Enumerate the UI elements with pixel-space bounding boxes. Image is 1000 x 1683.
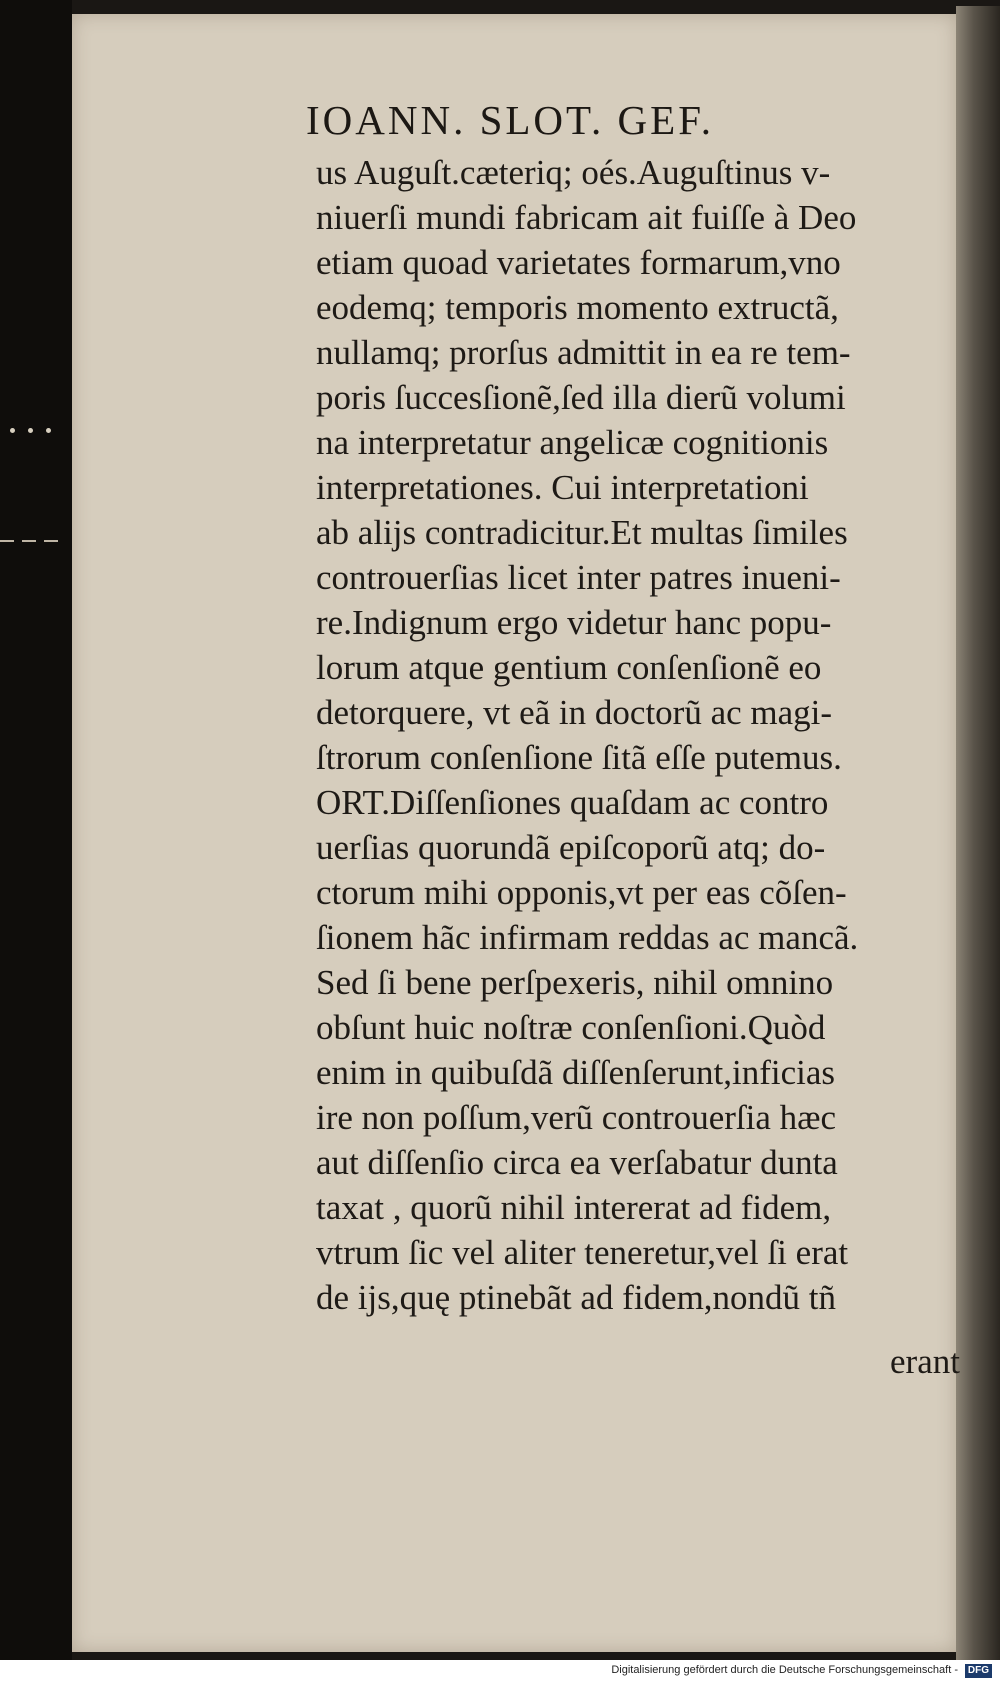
text-line: us Auguſt.cæteriq; oés.Auguſtinus v- — [316, 153, 831, 192]
text-line: poris ſuccesſionẽ,ſed illa dierũ volumi — [316, 378, 846, 417]
text-line: ire non poſſum,verũ controuerſia hæc — [316, 1098, 836, 1137]
book-left-edge — [0, 0, 72, 1660]
text-line: re.Indignum ergo videtur hanc popu- — [316, 603, 832, 642]
text-line: obſunt huic noſtræ conſenſioni.Quòd — [316, 1008, 826, 1047]
page-right-edge — [956, 6, 1000, 1660]
text-line: ſtrorum conſenſione ſitã eſſe putemus. — [316, 738, 842, 777]
edge-dash — [0, 540, 66, 542]
text-line: controuerſias licet inter patres inueni- — [316, 558, 841, 597]
text-line: ſionem hãc infirmam reddas ac mancã. — [316, 918, 859, 957]
edge-dot — [28, 428, 33, 433]
edge-dot — [46, 428, 51, 433]
text-line: vtrum ſic vel aliter teneretur,vel ſi erat — [316, 1233, 849, 1272]
text-line: de ijs,quę ptinebãt ad fidem,nondũ tñ — [316, 1278, 837, 1317]
text-line: ORT.Diſſenſiones quaſdam ac contro — [316, 783, 829, 822]
footer-credit: Digitalisierung gefördert durch die Deutsche Forschungsgemeinschaft - — [611, 1664, 958, 1676]
text-line: niuerſi mundi fabricam ait fuiſſe à Deo — [316, 198, 857, 237]
text-line: lorum atque gentium conſenſionẽ eo — [316, 648, 822, 687]
text-line: aut diſſenſio circa ea verſabatur dunta — [316, 1143, 838, 1182]
text-line: taxat , quorũ nihil intererat ad fidem, — [316, 1188, 832, 1227]
text-line: etiam quoad varietates formarum,vno — [316, 243, 841, 282]
text-line: na interpretatur angelicæ cognitionis — [316, 423, 829, 462]
text-line: uerſias quorundã epiſcoporũ atq; do- — [316, 828, 826, 867]
text-line: interpretationes. Cui interpretationi — [316, 468, 809, 507]
edge-marks — [10, 428, 60, 436]
edge-dot — [10, 428, 15, 433]
footer-bar — [0, 1660, 1000, 1683]
dfg-logo: DFG — [965, 1664, 992, 1678]
text-line: nullamq; prorſus admittit in ea re tem- — [316, 333, 851, 372]
text-line: ab alijs contradicitur.Et multas ſimiles — [316, 513, 848, 552]
body-text — [316, 150, 960, 1320]
running-head: IOANN. SLOT. GEF. — [306, 97, 714, 143]
text-line: enim in quibuſdã diſſenſerunt,inficias — [316, 1053, 836, 1092]
text-line: ctorum mihi opponis,vt per eas cõſen- — [316, 873, 847, 912]
text-line: eodemq; temporis momento extructã, — [316, 288, 839, 327]
text-line: detorquere, vt eã in doctorũ ac magi- — [316, 693, 833, 732]
catchword: erant — [890, 1342, 960, 1381]
text-line: Sed ſi bene perſpexeris, nihil omnino — [316, 963, 834, 1002]
